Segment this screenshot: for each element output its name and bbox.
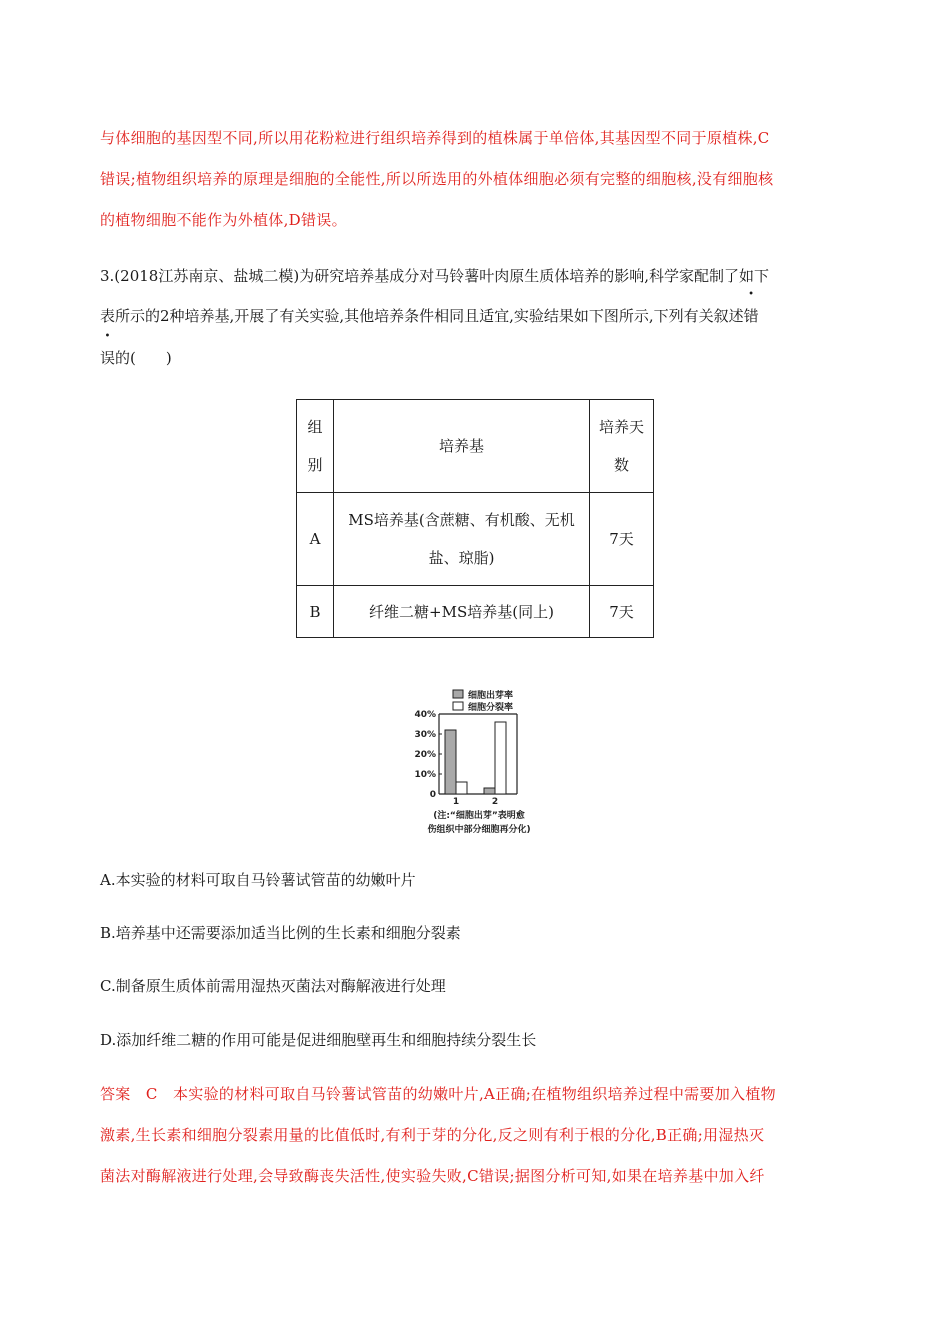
legend-label: 细胞出芽率 bbox=[468, 691, 514, 701]
header-medium: 培养基 bbox=[334, 400, 590, 493]
y-tick-label: 40% bbox=[414, 710, 436, 720]
question-line-3 bbox=[100, 331, 172, 368]
header-group: 组别 bbox=[297, 400, 334, 493]
text-line: 激素,生长素和细胞分裂素用量的比值低时,有利于芽的分化,反之则有利于根的分化,B正确;用湿热灭 bbox=[100, 1126, 765, 1144]
emphasized-char: • 错 bbox=[743, 289, 759, 325]
cell-days: 7天 bbox=[590, 493, 654, 586]
table-header-row bbox=[297, 400, 654, 493]
option-a: A.本实验的材料可取自马铃薯试管苗的幼嫩叶片 bbox=[100, 871, 416, 889]
question-line-1: 3.(2018江苏南京、盐城二模)为研究培养基成分对马铃薯叶肉原生质体培养的影响,科学家配制了如下 bbox=[100, 267, 769, 285]
text-line: 答案 C 本实验的材料可取自马铃薯试管苗的幼嫩叶片,A正确;在植物组织培养过程中需要加入植物 bbox=[100, 1085, 776, 1103]
emphasis-dot: • bbox=[748, 289, 755, 300]
x-tick-label: 2 bbox=[491, 797, 499, 807]
emphasis-dot: • bbox=[104, 331, 111, 342]
legend-swatch bbox=[453, 690, 463, 698]
bar-chart bbox=[405, 686, 565, 846]
bar bbox=[495, 722, 506, 794]
cell-group: B bbox=[297, 586, 334, 638]
chart-svg bbox=[405, 686, 565, 846]
text-line: 菌法对酶解液进行处理,会导致酶丧失活性,使实验失败,C错误;据图分析可知,如果在培养基中加入纤 bbox=[100, 1167, 765, 1185]
question-line-2 bbox=[100, 289, 759, 326]
text-line: 错误;植物组织培养的原理是细胞的全能性,所以所选用的外植体细胞必须有完整的细胞核,没有细胞核 bbox=[100, 170, 774, 188]
y-tick-label: 20% bbox=[414, 750, 436, 760]
answer-explanation bbox=[100, 1074, 845, 1197]
y-tick-label: 0 bbox=[429, 790, 436, 800]
chart-note: 伤组织中部分细胞再分化) bbox=[427, 825, 531, 835]
bar bbox=[445, 730, 456, 794]
bar bbox=[456, 782, 467, 794]
media-table bbox=[296, 399, 654, 638]
text-line: 的植物细胞不能作为外植体,D错误。 bbox=[100, 211, 347, 229]
question-line-2-text: 表所示的2种培养基,开展了有关实验,其他培养条件相同且适宜,实验结果如下图所示,下列有关叙述 bbox=[100, 307, 744, 325]
cell-group: A bbox=[297, 493, 334, 586]
answer-bracket: 的( ) bbox=[115, 349, 172, 367]
option-b: B.培养基中还需要添加适当比例的生长素和细胞分裂素 bbox=[100, 924, 461, 942]
y-tick-label: 30% bbox=[414, 730, 436, 740]
header-days: 培养天 数 bbox=[590, 400, 654, 493]
y-tick-label: 10% bbox=[414, 770, 436, 780]
legend-swatch bbox=[453, 702, 463, 710]
bar bbox=[484, 788, 495, 794]
cell-medium: 纤维二糖+MS培养基(同上) bbox=[334, 586, 590, 638]
text-line: 与体细胞的基因型不同,所以用花粉粒进行组织培养得到的植株属于单倍体,其基因型不同于原植株,C bbox=[100, 129, 770, 147]
legend-label: 细胞分裂率 bbox=[468, 703, 514, 713]
cell-medium: MS培养基(含蔗糖、有机酸、无机 盐、琼脂) bbox=[334, 493, 590, 586]
cell-days: 7天 bbox=[590, 586, 654, 638]
option-d: D.添加纤维二糖的作用可能是促进细胞壁再生和细胞持续分裂生长 bbox=[100, 1031, 537, 1049]
option-c: C.制备原生质体前需用湿热灭菌法对酶解液进行处理 bbox=[100, 977, 446, 995]
table-row bbox=[297, 586, 654, 638]
previous-answer-continuation bbox=[100, 118, 845, 241]
emphasized-char: • 误 bbox=[100, 331, 116, 367]
chart-note: (注:“细胞出芽”表明愈 bbox=[433, 811, 525, 821]
x-tick-label: 1 bbox=[452, 797, 460, 807]
table-row bbox=[297, 493, 654, 586]
